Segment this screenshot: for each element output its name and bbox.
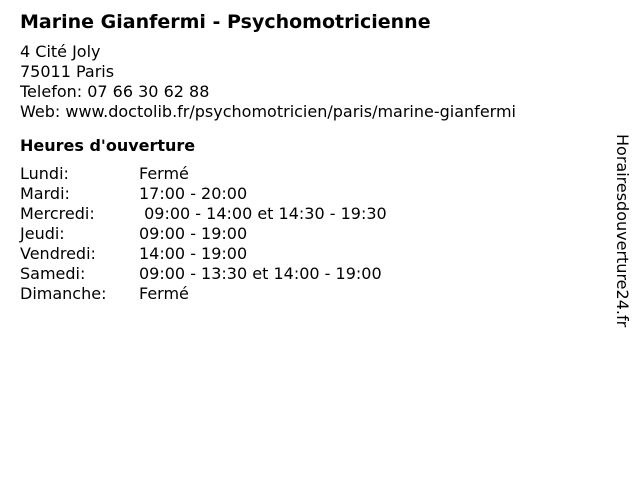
phone-line: Telefon: 07 66 30 62 88: [20, 82, 210, 101]
day-hours: Fermé: [139, 284, 189, 303]
hours-row-saturday: [20, 264, 610, 284]
business-card: [20, 10, 610, 304]
day-hours: 14:00 - 19:00: [139, 244, 248, 263]
day-label: Mercredi:: [20, 204, 95, 223]
website-line: Web: www.doctolib.fr/psychomotricien/paris/marine-gianfermi: [20, 102, 516, 121]
address-block: [20, 42, 610, 122]
day-label: Dimanche:: [20, 284, 107, 303]
day-hours: 17:00 - 20:00: [139, 184, 248, 203]
day-label: Vendredi:: [20, 244, 96, 263]
hours-row-wednesday: [20, 204, 610, 224]
hours-row-sunday: [20, 284, 610, 304]
day-label: Jeudi:: [20, 224, 65, 243]
city-line: 75011 Paris: [20, 62, 115, 81]
hours-row-thursday: [20, 224, 610, 244]
business-name: Marine Gianfermi - Psychomotricienne: [20, 11, 431, 33]
hours-row-friday: [20, 244, 610, 264]
street-address: 4 Cité Joly: [20, 42, 101, 61]
day-label: Lundi:: [20, 164, 69, 183]
day-label: Mardi:: [20, 184, 70, 203]
hours-row-monday: [20, 164, 610, 184]
day-hours: 09:00 - 13:30 et 14:00 - 19:00: [139, 264, 382, 283]
hours-row-tuesday: [20, 184, 610, 204]
day-hours: 09:00 - 19:00: [139, 224, 248, 243]
day-label: Samedi:: [20, 264, 86, 283]
opening-hours-list: [20, 164, 610, 304]
day-hours: 09:00 - 14:00 et 14:30 - 19:30: [139, 204, 387, 223]
opening-hours-heading: Heures d'ouverture: [20, 136, 196, 155]
day-hours: Fermé: [139, 164, 189, 183]
site-watermark: Horairesdouverture24.fr: [613, 134, 632, 328]
